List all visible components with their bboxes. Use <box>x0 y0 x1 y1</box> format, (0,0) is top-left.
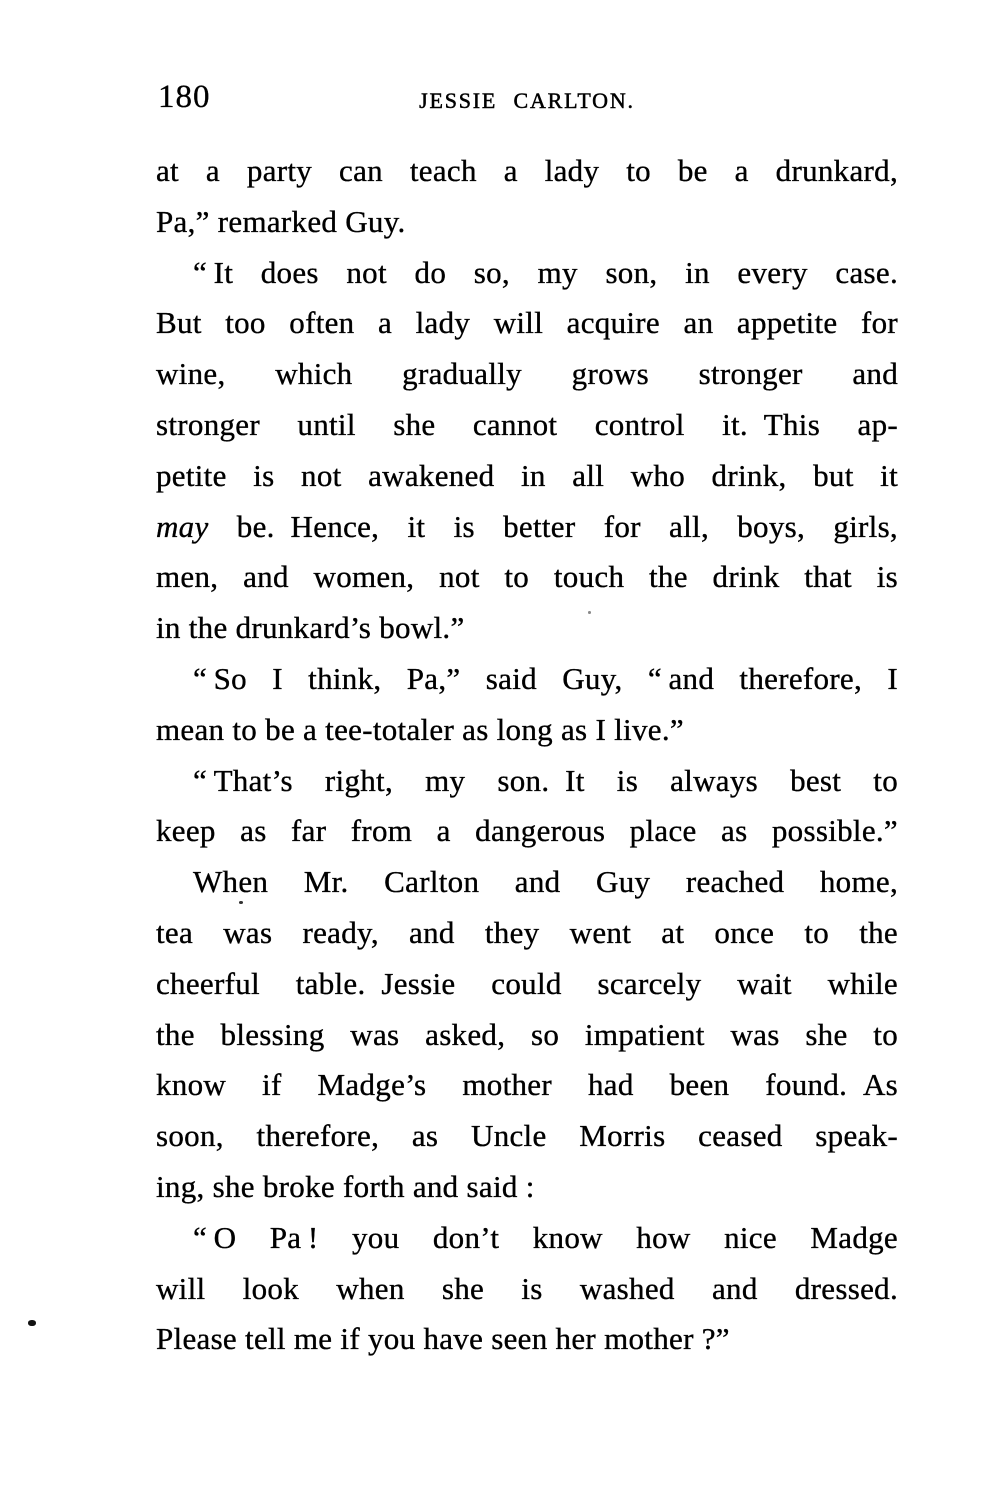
text-segment: Please tell me if you have seen her mother ?” <box>156 1321 730 1357</box>
text-line <box>156 1314 898 1365</box>
italic-text-segment: may <box>156 508 209 544</box>
text-line <box>156 197 898 248</box>
text-segment: tea was ready, and they went at once to the <box>156 914 898 950</box>
text-segment: keep as far from a dangerous place as possible.” <box>156 813 898 849</box>
text-line <box>156 857 898 908</box>
text-line <box>156 1213 898 1264</box>
text-segment: men, and women, not to touch the drink that is <box>156 559 898 595</box>
text-segment: “ So I think, Pa,” said Guy, “ and therefore, I <box>193 660 898 696</box>
text-segment: cheerful table. Jessie could scarcely wait while <box>156 965 898 1001</box>
page-number: 180 <box>158 79 211 115</box>
text-segment: petite is not awakened in all who drink, but it <box>156 457 898 493</box>
text-line <box>156 146 898 197</box>
text-segment: know if Madge’s mother had been found. As <box>156 1067 898 1103</box>
text-segment: When Mr. Carlton and Guy reached home, <box>193 864 898 900</box>
text-line <box>156 298 898 349</box>
text-segment: “ It does not do so, my son, in every case. <box>193 254 898 290</box>
text-segment: in the drunkard’s bowl.” <box>156 610 465 646</box>
text-segment: Pa,” remarked Guy. <box>156 203 406 239</box>
scan-speck <box>28 1320 36 1326</box>
text-line <box>156 1264 898 1315</box>
page-body-text <box>156 146 898 1365</box>
text-line <box>156 248 898 299</box>
text-segment: wine, which gradually grows stronger and <box>156 356 898 392</box>
text-line <box>156 1010 898 1061</box>
text-line <box>156 502 898 553</box>
text-segment: the blessing was asked, so impatient was she to <box>156 1016 898 1052</box>
text-line <box>156 705 898 756</box>
text-line <box>156 908 898 959</box>
scan-speck <box>239 901 243 904</box>
scan-speck <box>588 611 591 614</box>
text-line <box>156 1060 898 1111</box>
text-line <box>156 1111 898 1162</box>
text-line <box>156 654 898 705</box>
text-line <box>156 806 898 857</box>
text-segment: stronger until she cannot control it. This ap- <box>156 406 898 442</box>
text-segment: will look when she is washed and dressed. <box>156 1270 898 1306</box>
text-line <box>156 603 898 654</box>
text-segment: at a party can teach a lady to be a drunkard, <box>156 153 898 188</box>
text-line <box>156 756 898 807</box>
running-title: JESSIE CARLTON. <box>419 88 635 113</box>
text-segment: ing, she broke forth and said : <box>156 1168 535 1204</box>
text-line <box>156 451 898 502</box>
text-segment: soon, therefore, as Uncle Morris ceased speak- <box>156 1118 898 1154</box>
text-line <box>156 552 898 603</box>
text-segment: “ That’s right, my son. It is always best to <box>193 762 898 798</box>
page-header <box>156 0 898 130</box>
text-segment: “ O Pa ! you don’t know how nice Madge <box>193 1219 898 1255</box>
text-segment: be. Hence, it is better for all, boys, girls, <box>208 508 898 544</box>
text-line <box>156 349 898 400</box>
text-line <box>156 400 898 451</box>
text-segment: But too often a lady will acquire an appetite for <box>156 305 898 341</box>
text-segment: mean to be a tee-totaler as long as I live.” <box>156 711 684 747</box>
text-line <box>156 1162 898 1213</box>
text-line <box>156 959 898 1010</box>
